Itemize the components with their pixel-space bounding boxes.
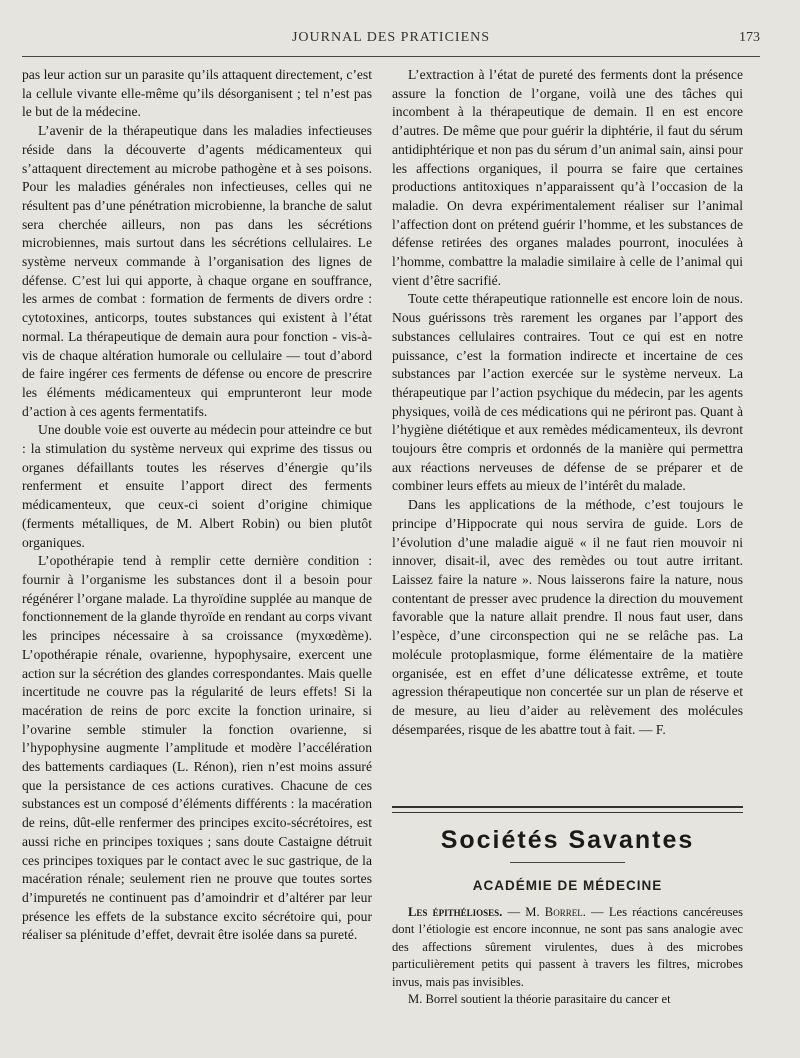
left-paragraph-4: L’opothérapie tend à remplir cette dernière condition : fournir à l’organisme les substances dont il a besoin pour régénérer l’organe malade. La thyroïdine supplée au manque de fonctionnement de la glande thyroïde en rendant au corps vivant les principes nécessaire à sa croissance (myxœdème). L’opothérapie rénale, ovarienne, hypophysaire, exercent une action sur la sécrétion des glandes correspondantes. Mais quelle incertitude ne couvre pas la régularité de leurs effets! Si la macération de reins de porc excite la fonction urinaire, si l’ovarine semble stimuler la fonction ovarienne, si l’hypophysine augmente l’amplitude et modère l’accélération des battements cardiaques (L. Rénon), rien n’est moins assuré que la persistance de ces actions curatives. Chacune de ces substances est un composé d’éléments différents : la macération de reins, dût-elle renfermer des principes excito-sécrétoires, est aussi riche en principes toxiques ; sans doute Castaigne détruit ces principes toxiques par le contact avec le suc gastrique, de la macération rénale; seulement rien ne prouve que toutes sortes d’impuretés ne continuent pas d’amoindrir et d’altérer par leur présence les effets de la substance excito sécrétoire qui, pour réaliser sa plénitude d’effet, devrait être isolée dans sa pureté. bbox=[22, 553, 372, 943]
page-number: 173 bbox=[739, 30, 760, 45]
left-column bbox=[22, 66, 372, 945]
running-head bbox=[22, 30, 760, 50]
right-column bbox=[392, 66, 743, 739]
left-paragraph-3: Une double voie est ouverte au médecin pour atteindre ce but : la stimulation du système nerveux qui exprime des tissus ou organes défaillants toutes les réserves d’énergie qu’ils renferment et ensuite l’apport direct des ferments médicamenteux, que ceux-ci soient d’origine chimique (ferments métalliques, de M. Albert Robin) ou bien plutôt organiques. bbox=[22, 422, 372, 550]
right-paragraph-2: Toute cette thérapeutique rationnelle est encore loin de nous. Nous guérissons très rarement les organes par l’apport des substances cellulaires contraires. Tout ce qui est en notre puissance, c’est la formation indirecte et incertaine de ces substances par l’action exercée sur le système nerveux. La thérapeutique par l’action psychique du médecin, par les agents physiques, voilà de ces médications qui ne périront pas. Quant à l’hygiène diététique et aux remèdes médicamenteux, ils devront toujours être compris et ordonnés de la manière qui permettra aux réactions nerveuses de défense de se préparer et de combiner leurs effets au mieux de l’intérêt du malade. bbox=[392, 291, 743, 494]
societies-body bbox=[392, 904, 743, 1008]
left-paragraph-2: L’avenir de la thérapeutique dans les maladies infectieuses réside dans la découverte d’agents médicamenteux qui s’attaquent directement au microbe pathogène et à ses poisons. Pour les maladies générales non infectieuses, celles qui ne résultent pas d’une pénétration microbienne, la branche de salut sera cherchée ailleurs, non pas dans les sécrétions microbiennes, mais surtout dans les sécrétions cellulaires. Le système nerveux commande à l’organisation des lignes de défense. C’est lui qui apporte, à chaque organe en souffrance, les armes de combat : formation de ferments de divers ordre : cytotoxines, anticorps, toutes substances qui existent à l’état normal. La thérapeutique de demain aura pour fonction - vis-à-vis de chaque altération humorale ou cellulaire — tout d’abord de faire ingérer ces ferments de défense ou encore de prescrire les éléments médicamenteux qui emprunteront leur mode d’action à ces agents fermentatifs. bbox=[22, 123, 372, 419]
section-double-rule bbox=[392, 806, 743, 813]
article-author: M. Borrel. bbox=[525, 905, 586, 919]
section-short-rule bbox=[510, 862, 625, 863]
societies-paragraph-1: Les épithélioses. — M. Borrel. — Les réactions cancéreuses dont l’étiologie est encore inconnue, ne sont pas sans analogie avec des affections sûrement virulentes, dues à des microbes particulièrement petits qui passent à travers les filtres, microbes invus, mais pas invisibles. bbox=[392, 905, 743, 989]
article-lead: Les épithélioses. bbox=[408, 905, 503, 919]
societies-paragraph-2: M. Borrel soutient la théorie parasitaire du cancer et bbox=[408, 992, 671, 1007]
header-rule bbox=[22, 56, 760, 57]
left-paragraph-1: pas leur action sur un parasite qu’ils attaquent directement, c’est la cellule vivante elle-même qu’ils désorganisent ; tel n’est pas le but de la médecine. bbox=[22, 67, 372, 120]
right-paragraph-3: Dans les applications de la méthode, c’est toujours le principe d’Hippocrate qui nous servira de guide. Lors de l’évolution d’une maladie aiguë « il ne faut rien mouvoir ni innover, disait-il, avec des remèdes ou tout autre irritant. Laissez faire la nature ». Nous laisserons faire la nature, nous contentant de presser avec prudence la direction du mouvement favorable que la nature allait prendre. Il nous faut user, dans l’espèce, d’une circonspection qui ne se relâche pas. La molécule protoplasmique, forme élémentaire de la matière organisée, est en effet d’une délicatesse extrême, et toute agression thérapeutique non concertée sur un plan de réserve et de mesure, au lieu d’aider au relèvement des molécules désemparées, risque de les abattre tout à fait. — F. bbox=[392, 497, 743, 737]
academy-heading: ACADÉMIE DE MÉDECINE bbox=[472, 878, 663, 893]
running-title: JOURNAL DES PRATICIENS bbox=[291, 30, 491, 45]
section-title: Sociétés Savantes bbox=[440, 826, 695, 854]
societies-text-1: Les réactions cancéreuses dont l’étiologie est encore inconnue, ne sont pas sans analogie avec des affections sûrement virulentes, dues à des microbes particulièrement petits qui passent à travers les filtres, microbes invus, mais pas invisibles. bbox=[392, 905, 743, 989]
right-paragraph-1: L’extraction à l’état de pureté des ferments dont la présence assure la fonction de l’organe, voilà une des tâches qui incombent à la thérapeutique de demain. Il en est encore d’autres. De même que pour guérir la diphtérie, il faut du sérum antidiphtérique et non pas du sérum d’un animal sain, ainsi pour les affections organiques, il pourra se faire que certaines productions antitoxiques n’apparaissent qu’à l’occasion de la maladie. On devra expérimentalement réaliser sur l’animal l’affection dont on prétend guérir l’homme, et les substances de défense retirées des organes malades pourront, inoculées à l’homme, combattre la maladie similaire à celle de l’animal qui vient d’être sacrifié. bbox=[392, 67, 743, 288]
